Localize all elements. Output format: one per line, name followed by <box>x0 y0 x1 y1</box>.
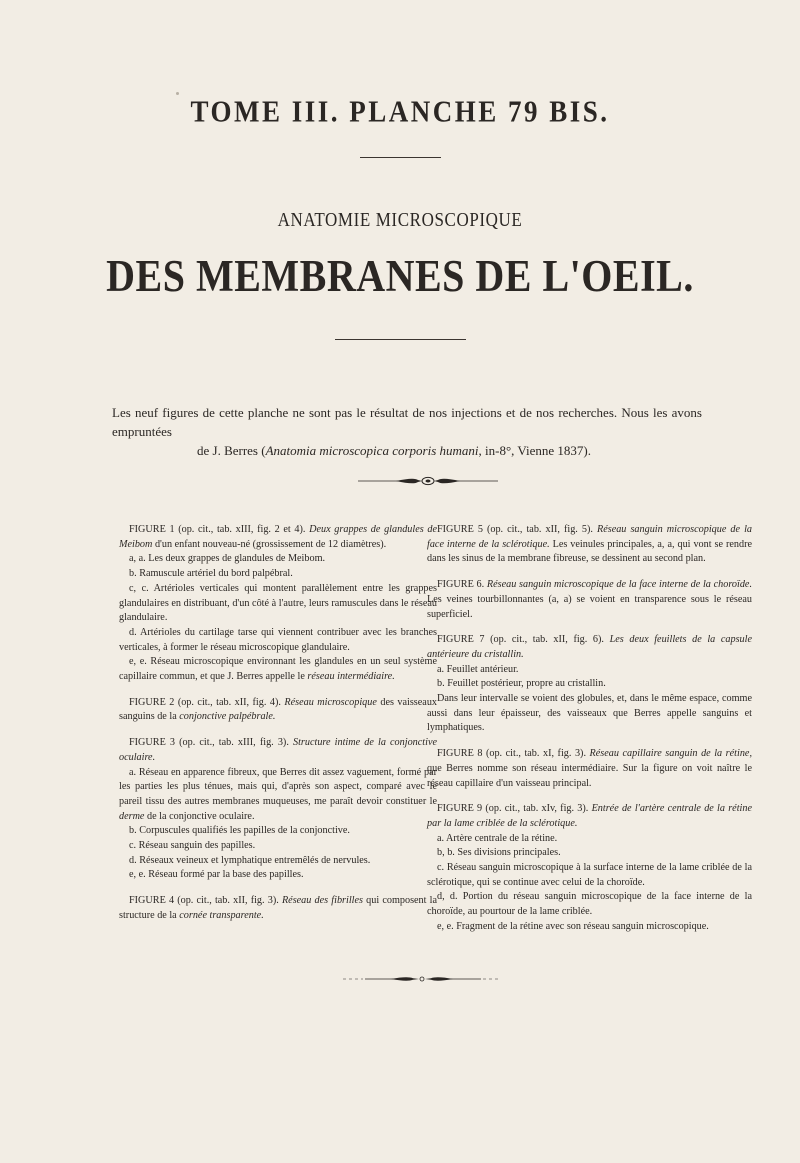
text-run: c, c. Artérioles verticales qui montent parallèlement entre les grappes glandulaires en distribuant, d'un côté à l'autre, leurs ramuscules dans le réseau glandulaire. <box>119 582 437 624</box>
text-run: a. Artère centrale de la rétine. <box>437 832 558 844</box>
text-run: FIGURE 6. <box>437 579 487 591</box>
text-run: de J. Berres ( <box>196 443 266 458</box>
figure-paragraph <box>427 633 752 662</box>
text-run: FIGURE 1 (op. cit., tab. xIII, fig. 2 et 4). <box>129 524 310 535</box>
text-run: FIGURE 9 (op. cit., tab. xIv, fig. 3). <box>437 803 592 815</box>
italic-text-run: Deux grappes de glandules de Meibom <box>119 524 437 550</box>
text-run: FIGURE 2 (op. cit., tab. xII, fig. 4). <box>129 696 285 708</box>
intro-line-1: Les neuf figures de cette planche ne sont pas le résultat de nos injections et de nos recherches. Nous les avons empruntées <box>112 405 702 439</box>
italic-text-run: Les deux feuillets de la capsule antérieure du cristallin. <box>427 634 753 660</box>
text-run: , in-8°, Vienne 1837). <box>478 443 591 458</box>
figure-paragraph <box>119 839 437 854</box>
text-run: a, a. Les deux grappes de glandules de Meibom. <box>129 553 326 565</box>
figure-paragraph <box>119 894 437 923</box>
text-run: FIGURE 8 (op. cit., tab. xI, fig. 3). <box>437 748 590 760</box>
figure-paragraph <box>119 523 437 552</box>
figure-paragraph <box>119 552 437 567</box>
text-run: c. Réseau sanguin microscopique à la surface interne de la lame criblée de la sclérotique, qui se continue avec celui de la choroïde. <box>427 862 752 888</box>
italic-text-run: conjonctive palpébrale. <box>179 711 276 723</box>
figure-paragraph <box>119 567 437 582</box>
text-run: a. Réseau en apparence fibreux, que Berres dit assez vaguement, formé par les parties les plus ténues, mais qui, d'après son aspect, comparé avec le pareil tissu des autres membranes muqueuses, me paraît devoir constituer le <box>119 766 437 807</box>
text-run: FIGURE 5 (op. cit., tab. xII, fig. 5). <box>437 524 597 535</box>
text-run: d. Artérioles du cartilage tarse qui viennent contribuer avec les branches verticales, à former le réseau microscopique glandulaire. <box>119 626 437 653</box>
text-run: Les veinules principales, a, a, qui vont se rendre dans les sinus de la membrane fibreuse, se dessinent au second plan. <box>427 538 752 565</box>
figure-paragraph <box>119 824 437 839</box>
figure-paragraph <box>119 655 437 684</box>
text-run: qui composent la structure de la <box>119 895 437 921</box>
text-run: e, e. Réseau microscopique environnant les glandules en un seul système capillaire commun, et que J. Berres appelle le <box>119 656 437 683</box>
text-run: FIGURE 3 (op. cit., tab. xIII, fig. 3). <box>129 737 293 749</box>
figure-paragraph <box>427 663 752 678</box>
text-run: FIGURE 7 (op. cit., tab. xII, fig. 6). <box>437 634 610 646</box>
italic-text-run: derme <box>119 810 145 822</box>
text-run: b. Ramuscule artériel du bord palpébral. <box>129 568 293 580</box>
text-run: d. Réseaux veineux et lymphatique entremêlés de nervules. <box>129 854 371 866</box>
italic-text-run: Réseau des fibrilles <box>281 895 363 907</box>
text-run: des vaisseaux sanguins de la <box>119 696 438 723</box>
ornament-fleuron-bottom <box>341 974 503 984</box>
italic-text-run: réseau intermédiaire. <box>307 671 395 683</box>
figure-paragraph <box>119 766 437 825</box>
figure-paragraph <box>427 920 752 935</box>
left-column <box>119 523 437 924</box>
tome-plate-heading: TOME III. PLANCHE 79 BIS. <box>190 93 610 129</box>
text-run: b, b. Ses divisions principales. <box>437 847 561 859</box>
text-run: b. Corpuscules qualifiés les papilles de la conjonctive. <box>129 825 350 837</box>
text-run: d'un enfant nouveau-né (grossissement de 12 diamètres). <box>152 538 387 550</box>
text-run: c. Réseau sanguin des papilles. <box>129 840 256 852</box>
intro-line-2 <box>112 441 702 460</box>
italic-text-run: Réseau sanguin microscopique de la face interne de la sclérotique. <box>427 524 752 550</box>
text-run: b. Feuillet postérieur, propre au cristallin. <box>437 678 606 690</box>
figure-paragraph <box>119 626 437 655</box>
right-column <box>427 523 752 935</box>
figure-paragraph <box>427 677 752 692</box>
italic-text-run: cornée transparente. <box>179 909 264 921</box>
figure-paragraph <box>119 868 437 883</box>
figure-paragraph <box>119 696 437 725</box>
text-run: e, e. Fragment de la rétine avec son réseau sanguin microscopique. <box>437 920 709 932</box>
text-run: d, d. Portion du réseau sanguin microscopique de la face interne de la choroïde, au pourtour de la lame criblée. <box>427 891 752 918</box>
text-run: Les veines tourbillonnantes (a, a) se voient en transparence sous le réseau superficiel. <box>427 593 752 620</box>
italic-text-run: Entrée de l'artère centrale de la rétine par la lame criblée de la sclérotique. <box>427 803 752 829</box>
italic-text-run: Structure intime de la conjonctive oculaire. <box>119 737 437 763</box>
text-run: FIGURE 4 (op. cit., tab. xII, fig. 3). <box>129 895 282 907</box>
text-run: Dans leur intervalle se voient des globules, et, dans le même espace, comme aussi dans leur épaisseur, des vaisseaux que Berres appelle sanguins et lymphatiques. <box>427 693 752 734</box>
divider-rule-middle <box>335 339 466 340</box>
italic-text-run: Réseau capillaire sanguin de la rétine, <box>589 748 752 760</box>
ornament-fleuron-top <box>356 474 500 488</box>
figure-paragraph <box>427 861 752 890</box>
main-title: DES MEMBRANES DE L'OEIL. <box>106 249 694 302</box>
text-run: de la conjonctive oculaire. <box>144 810 255 822</box>
figure-paragraph <box>427 832 752 847</box>
divider-rule-top <box>360 157 441 158</box>
italic-text-run: Anatomia microscopica corporis humani <box>265 443 479 458</box>
figure-paragraph <box>427 802 752 831</box>
figure-paragraph <box>427 747 752 791</box>
figure-paragraph <box>427 692 752 736</box>
text-run: que Berres nomme son réseau intermédiaire. Sur la figure on voit naître le réseau capillaire d'un vaisseau principal. <box>427 762 752 789</box>
figure-paragraph <box>427 523 752 567</box>
figure-paragraph <box>427 846 752 861</box>
section-subtitle: ANATOMIE MICROSCOPIQUE <box>277 208 523 231</box>
figure-paragraph <box>427 578 752 622</box>
figure-paragraph <box>427 890 752 919</box>
italic-text-run: Réseau sanguin microscopique de la face interne de la choroïde. <box>486 579 752 591</box>
figure-paragraph <box>119 582 437 626</box>
italic-text-run: Réseau microscopique <box>284 696 377 708</box>
intro-paragraph <box>112 403 702 460</box>
text-run: a. Feuillet antérieur. <box>437 663 519 675</box>
figure-paragraph <box>119 854 437 869</box>
figure-paragraph <box>119 736 437 765</box>
text-run: e, e. Réseau formé par la base des papilles. <box>129 869 304 881</box>
